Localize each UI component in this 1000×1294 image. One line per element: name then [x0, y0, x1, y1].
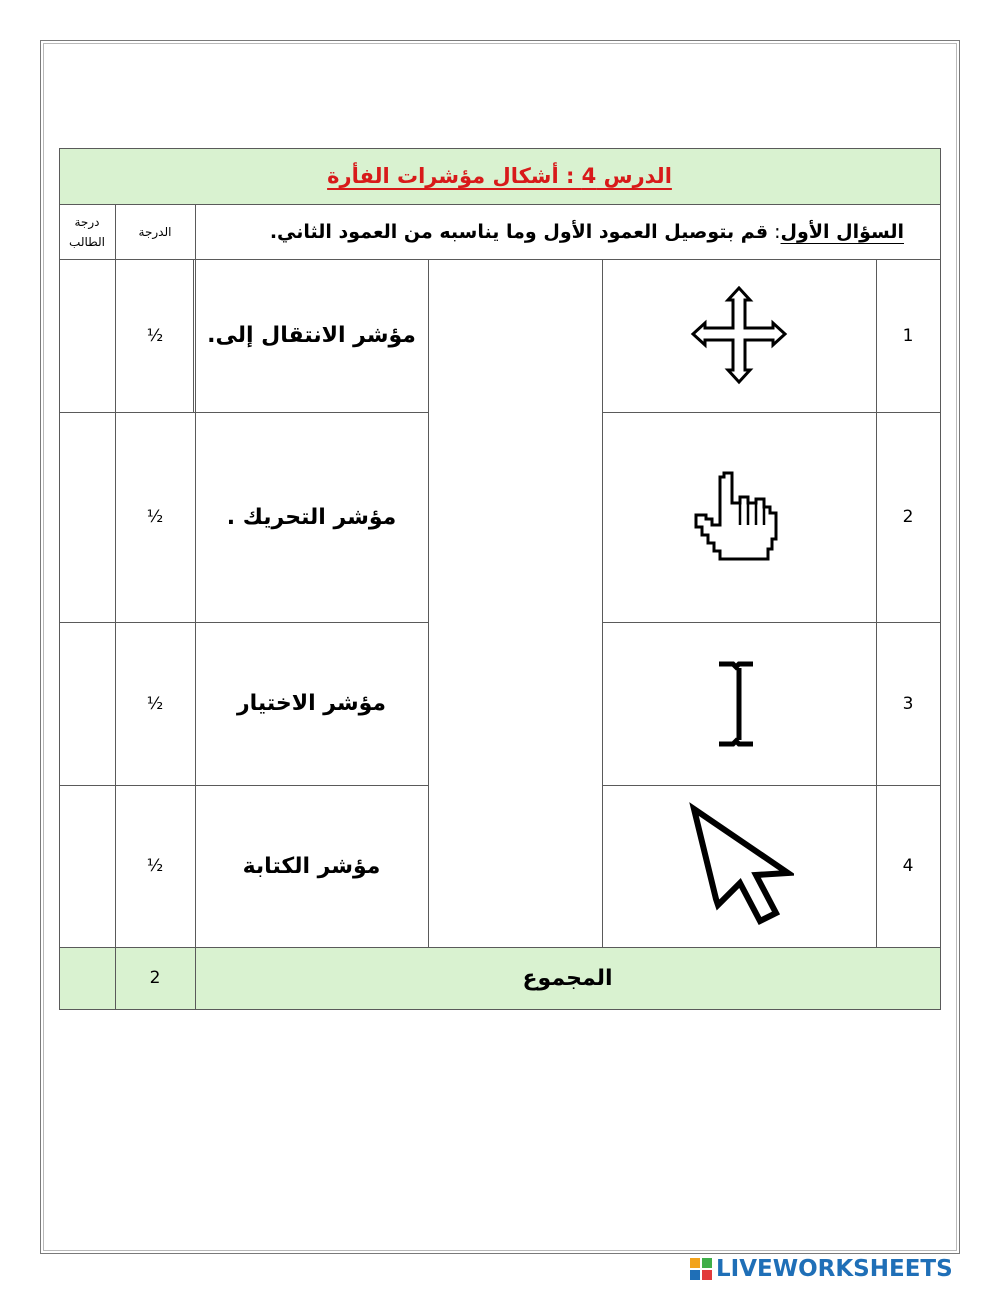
cursor-cell-4: [602, 785, 876, 947]
arrow-select-cursor-icon: [684, 801, 794, 931]
liveworksheets-logo: [690, 1256, 953, 1282]
logo-text: LIVEWORKSHEETS: [716, 1256, 953, 1282]
grid-line: [115, 204, 116, 1010]
grid-line: [876, 259, 877, 947]
question-label: السؤال الأول: [780, 220, 904, 243]
matching-area[interactable]: [428, 259, 602, 947]
title-row: [59, 148, 940, 204]
answer-option-1: مؤشر الانتقال إلى.: [207, 323, 416, 348]
answer-option-3: مؤشر الاختيار: [236, 691, 387, 716]
student-grade-header: درجة الطالب: [69, 214, 105, 249]
question-text: قم بتوصيل العمود الأول وما يناسبه من العمود الثاني.: [269, 220, 769, 243]
grid-line: [59, 1009, 941, 1010]
question-header: [195, 204, 940, 259]
student-grade-input-4[interactable]: [59, 785, 115, 947]
grid-line: [195, 204, 196, 1010]
row-grade-2: ½: [146, 507, 164, 527]
grid-line: [59, 947, 941, 948]
row-number-4: 4: [902, 856, 914, 876]
hand-pointer-cursor-icon: [684, 467, 794, 567]
cursor-cell-1: [602, 259, 876, 412]
student-grade-input-1[interactable]: [59, 259, 115, 412]
move-cursor-icon: [684, 286, 794, 386]
answer-option-2: مؤشر التحريك .: [226, 504, 397, 530]
grid-line: [59, 148, 941, 149]
question-colon: :: [774, 220, 781, 243]
total-student-grade-input[interactable]: [59, 947, 115, 1009]
cursor-cell-3: [602, 622, 876, 785]
student-grade-input-2[interactable]: [59, 412, 115, 622]
grid-line: [59, 204, 941, 205]
answer-option-4: مؤشر الكتابة: [242, 853, 381, 879]
grid-line: [940, 148, 941, 1010]
row-grade-3: ½: [146, 693, 164, 714]
row-number-2: 2: [902, 507, 914, 527]
grid-line: [602, 259, 603, 947]
row-grade-4: ½: [146, 856, 164, 876]
grid-line: [59, 259, 941, 260]
grid-line: [602, 622, 941, 623]
row-number-3: 3: [902, 693, 914, 714]
grid-line: [428, 259, 429, 947]
grade-header: الدرجة: [138, 224, 172, 239]
lesson-title: الدرس 4 : أشكال مؤشرات الفأرة: [327, 164, 672, 188]
text-ibeam-cursor-icon: [709, 654, 769, 754]
grid-line: [193, 259, 194, 412]
cursor-cell-2: [602, 412, 876, 622]
grid-line: [602, 785, 941, 786]
row-number-1: 1: [902, 325, 914, 346]
total-label: المجموع: [195, 947, 940, 1009]
grid-line: [59, 148, 60, 1010]
liveworksheets-badge-icon: [690, 1258, 712, 1280]
student-grade-input-3[interactable]: [59, 622, 115, 785]
total-grade: 2: [115, 947, 195, 1009]
grid-line: [602, 412, 941, 413]
row-grade-1: ½: [146, 325, 164, 346]
